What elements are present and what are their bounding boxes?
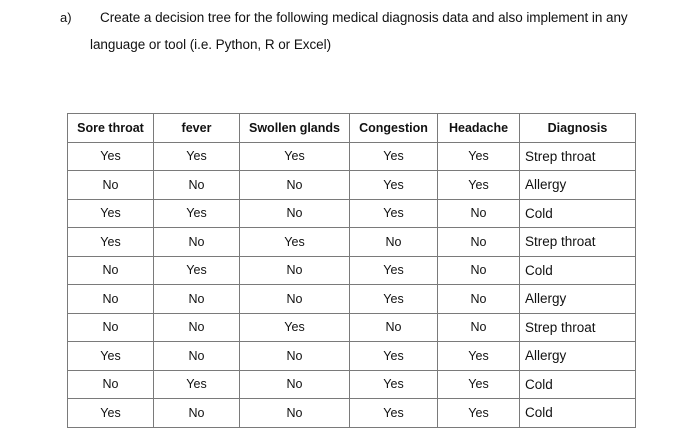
table-cell-diagnosis: Allergy	[520, 285, 636, 314]
table-cell-fever: No	[154, 399, 240, 428]
column-header-diagnosis: Diagnosis	[520, 114, 636, 143]
table-cell-sore-throat: No	[68, 171, 154, 200]
diagnosis-table	[67, 113, 636, 428]
table-cell-sore-throat: Yes	[68, 199, 154, 228]
table-cell-fever: No	[154, 313, 240, 342]
table-cell-sore-throat: Yes	[68, 228, 154, 257]
column-header-headache: Headache	[438, 114, 520, 143]
table-cell-fever: No	[154, 285, 240, 314]
table-header-row	[68, 114, 636, 143]
table-cell-fever: Yes	[154, 142, 240, 171]
table-row	[68, 171, 636, 200]
table-cell-headache: No	[438, 256, 520, 285]
table-row	[68, 370, 636, 399]
table-cell-congestion: No	[350, 228, 438, 257]
table-row	[68, 313, 636, 342]
table-cell-headache: No	[438, 199, 520, 228]
table-row	[68, 399, 636, 428]
table-row	[68, 285, 636, 314]
table-cell-headache: Yes	[438, 142, 520, 171]
table-cell-sore-throat: Yes	[68, 399, 154, 428]
table-cell-swollen-glands: No	[240, 285, 350, 314]
table-row	[68, 342, 636, 371]
table-cell-fever: Yes	[154, 256, 240, 285]
table-row	[68, 228, 636, 257]
question-text-line2: language or tool (i.e. Python, R or Excel)	[90, 37, 332, 52]
table-cell-diagnosis: Cold	[520, 256, 636, 285]
table-cell-swollen-glands: No	[240, 256, 350, 285]
column-header-swollen-glands: Swollen glands	[240, 114, 350, 143]
table-row	[68, 256, 636, 285]
table-cell-congestion: Yes	[350, 171, 438, 200]
column-header-sore-throat: Sore throat	[68, 114, 154, 143]
table-cell-fever: Yes	[154, 199, 240, 228]
table-cell-diagnosis: Cold	[520, 370, 636, 399]
table-cell-swollen-glands: Yes	[240, 228, 350, 257]
table-cell-headache: Yes	[438, 171, 520, 200]
table-cell-sore-throat: No	[68, 256, 154, 285]
table-cell-headache: Yes	[438, 399, 520, 428]
table-cell-congestion: Yes	[350, 399, 438, 428]
table-cell-sore-throat: No	[68, 313, 154, 342]
question-first-line	[60, 10, 680, 25]
table-cell-diagnosis: Strep throat	[520, 228, 636, 257]
question-block	[60, 10, 680, 52]
table-cell-swollen-glands: No	[240, 342, 350, 371]
table-cell-congestion: No	[350, 313, 438, 342]
question-label: a)	[60, 10, 72, 25]
table-cell-diagnosis: Allergy	[520, 171, 636, 200]
table-cell-fever: Yes	[154, 370, 240, 399]
table-row	[68, 199, 636, 228]
column-header-congestion: Congestion	[350, 114, 438, 143]
table-cell-headache: Yes	[438, 370, 520, 399]
table-cell-sore-throat: No	[68, 370, 154, 399]
table-cell-diagnosis: Strep throat	[520, 313, 636, 342]
table-row	[68, 142, 636, 171]
table-cell-sore-throat: No	[68, 285, 154, 314]
table-cell-sore-throat: Yes	[68, 142, 154, 171]
table-cell-swollen-glands: No	[240, 399, 350, 428]
table-cell-diagnosis: Cold	[520, 199, 636, 228]
table-cell-diagnosis: Allergy	[520, 342, 636, 371]
table-cell-congestion: Yes	[350, 285, 438, 314]
table-cell-fever: No	[154, 342, 240, 371]
table-cell-headache: No	[438, 313, 520, 342]
table-cell-diagnosis: Strep throat	[520, 142, 636, 171]
table-cell-fever: No	[154, 171, 240, 200]
table-cell-sore-throat: Yes	[68, 342, 154, 371]
table-cell-fever: No	[154, 228, 240, 257]
table-cell-headache: No	[438, 228, 520, 257]
table-cell-congestion: Yes	[350, 370, 438, 399]
table-cell-congestion: Yes	[350, 256, 438, 285]
column-header-fever: fever	[154, 114, 240, 143]
table-cell-swollen-glands: No	[240, 370, 350, 399]
table-cell-swollen-glands: No	[240, 171, 350, 200]
table-cell-congestion: Yes	[350, 142, 438, 171]
table-cell-headache: No	[438, 285, 520, 314]
table-cell-congestion: Yes	[350, 199, 438, 228]
question-text-line1: Create a decision tree for the following medical diagnosis data and also implement in any	[100, 10, 628, 25]
table-cell-headache: Yes	[438, 342, 520, 371]
table-cell-swollen-glands: Yes	[240, 313, 350, 342]
table-body	[68, 142, 636, 427]
table-cell-swollen-glands: No	[240, 199, 350, 228]
table-cell-congestion: Yes	[350, 342, 438, 371]
table-cell-swollen-glands: Yes	[240, 142, 350, 171]
table-cell-diagnosis: Cold	[520, 399, 636, 428]
